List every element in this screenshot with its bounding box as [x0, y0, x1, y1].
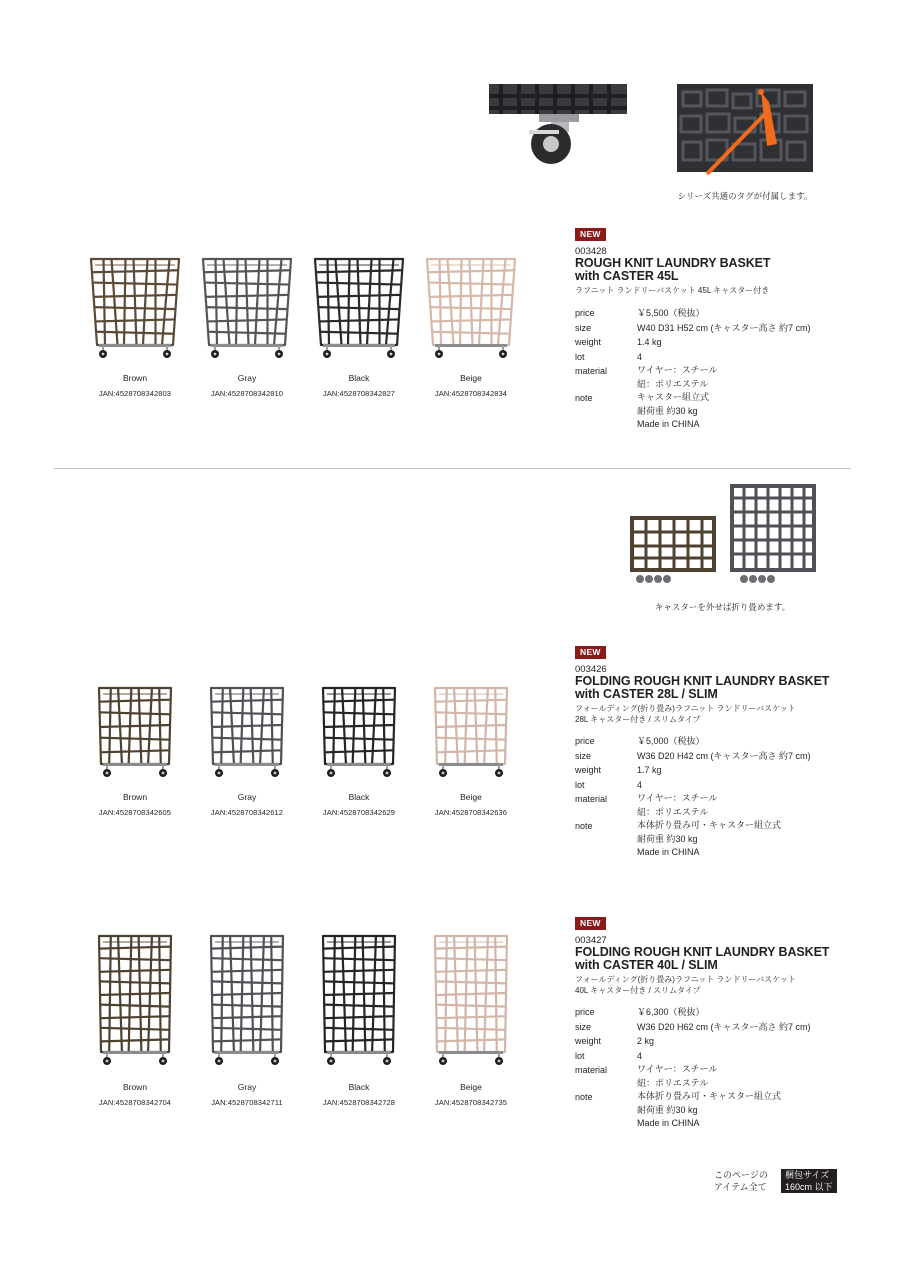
spec-price	[575, 1005, 845, 1020]
material-line: ワイヤー：スチール	[637, 1064, 718, 1074]
spec-label: price	[575, 1007, 595, 1017]
spec-label: weight	[575, 765, 602, 775]
variant-brown	[79, 684, 191, 817]
spec-note	[575, 819, 845, 860]
spec-label: size	[575, 322, 592, 333]
product-title-jp: フォールディング(折り畳み)ラフニット ランドリーバスケット	[575, 704, 796, 713]
note-line: 本体折り畳み可・キャスター組立式	[637, 820, 782, 830]
spec-size	[575, 1020, 845, 1035]
spec-value: 4	[637, 1050, 643, 1061]
color-name: Beige	[460, 792, 482, 802]
spec-weight	[575, 335, 845, 350]
folded-brown-photo	[630, 514, 718, 586]
product-1-info	[575, 224, 845, 432]
product-title-sub: with CASTER 45L	[575, 269, 679, 283]
spec-label: note	[575, 393, 593, 403]
spec-material	[575, 1063, 845, 1090]
spec-value	[637, 364, 845, 391]
jan-code: JAN:4528708342711	[211, 1098, 283, 1107]
jan-code: JAN:4528708342704	[98, 1098, 172, 1107]
jan-code: JAN:4528708342810	[210, 389, 284, 398]
spec-lot	[575, 778, 845, 793]
note-line: Made in CHINA	[637, 1118, 700, 1128]
package-size-line: 梱包サイズ	[785, 1170, 830, 1180]
product-code: 003426	[575, 664, 607, 675]
spec-label: note	[575, 821, 593, 831]
tag-caption: シリーズ共通のタグが付属します。	[677, 191, 813, 201]
spec-label: material	[575, 366, 608, 376]
spec-price	[575, 734, 845, 749]
spec-label: lot	[575, 1050, 585, 1061]
color-name: Gray	[237, 1082, 257, 1092]
spec-value	[637, 1090, 845, 1131]
product-title-sub: with CASTER 40L / SLIM	[575, 958, 718, 972]
folded-gray-photo	[730, 484, 816, 586]
product-code: 003427	[575, 935, 607, 946]
variant-gray	[191, 255, 303, 398]
color-name: Black	[348, 373, 370, 383]
basket-image	[209, 684, 285, 778]
spec-lot	[575, 1049, 845, 1064]
color-name: Brown	[122, 792, 148, 802]
spec-weight	[575, 763, 845, 778]
material-line: 紐：ポリエステル	[637, 1077, 709, 1088]
spec-material	[575, 792, 845, 819]
note-line: 耐荷重 約30 kg	[637, 833, 698, 844]
basket-image	[425, 255, 517, 359]
product-title-jp-2: 40L キャスター付き / スリムタイプ	[575, 986, 701, 995]
spec-table	[575, 306, 845, 432]
new-badge: NEW	[575, 646, 606, 659]
color-name: Black	[348, 792, 370, 802]
spec-material	[575, 364, 845, 391]
fold-caption: キャスターを外せば折り畳めます。	[654, 602, 791, 612]
footer-note	[714, 1170, 768, 1193]
basket-image	[97, 684, 173, 778]
product-2-info	[575, 642, 845, 860]
spec-size	[575, 749, 845, 764]
spec-price	[575, 306, 845, 321]
jan-code: JAN:4528708342803	[98, 389, 172, 398]
color-name: Black	[348, 1082, 370, 1092]
jan-code: JAN:4528708342728	[322, 1098, 396, 1107]
basket-image	[201, 255, 293, 359]
material-line: 紐：ポリエステル	[637, 806, 709, 817]
spec-value: ￥5,000（税抜）	[637, 736, 705, 746]
product-title-jp: ラフニット ランドリーバスケット 45L キャスター付き	[575, 286, 770, 295]
basket-image	[433, 684, 509, 778]
spec-value	[637, 792, 845, 819]
variant-gray	[191, 684, 303, 817]
material-line: ワイヤー：スチール	[637, 793, 718, 803]
spec-label: material	[575, 1065, 608, 1075]
variant-gray	[191, 932, 303, 1107]
variant-black	[303, 932, 415, 1107]
spec-value: ￥5,500（税抜）	[637, 308, 705, 318]
color-name: Gray	[237, 792, 257, 802]
jan-code: JAN:4528708342834	[434, 389, 508, 398]
jan-code: JAN:4528708342629	[322, 808, 396, 817]
basket-image	[321, 684, 397, 778]
tag-detail-photo	[677, 84, 813, 176]
spec-label: price	[575, 308, 595, 318]
spec-value: 1.4 kg	[637, 337, 662, 347]
note-line: 耐荷重 約30 kg	[637, 1104, 698, 1115]
color-name: Brown	[122, 373, 148, 383]
spec-label: size	[575, 1021, 592, 1032]
note-line: 耐荷重 約30 kg	[637, 405, 698, 416]
spec-value: 4	[637, 351, 643, 362]
spec-label: material	[575, 794, 608, 804]
basket-image	[209, 932, 285, 1066]
basket-image	[321, 932, 397, 1066]
spec-value: 4	[637, 779, 643, 790]
spec-note	[575, 1090, 845, 1131]
variant-beige	[415, 255, 527, 398]
spec-table	[575, 1005, 845, 1131]
caster-detail-photo	[489, 84, 629, 170]
variant-beige	[415, 684, 527, 817]
variant-black	[303, 684, 415, 817]
footer-note-line: アイテム全て	[714, 1181, 767, 1192]
material-line: ワイヤー：スチール	[637, 365, 718, 375]
basket-image	[433, 932, 509, 1066]
spec-value: 2 kg	[637, 1036, 655, 1046]
spec-label: size	[575, 750, 592, 761]
product-title: ROUGH KNIT LAUNDRY BASKET	[575, 256, 771, 270]
note-line: キャスター組立式	[637, 392, 710, 402]
spec-value: ￥6,300（税抜）	[637, 1007, 705, 1017]
package-size-line: 160cm 以下	[785, 1182, 833, 1192]
spec-table	[575, 734, 845, 860]
spec-label: lot	[575, 779, 585, 790]
spec-value	[637, 819, 845, 860]
product-title-sub: with CASTER 28L / SLIM	[575, 687, 718, 701]
product-3-info	[575, 913, 845, 1131]
spec-value: W36 D20 H42 cm (キャスター高さ 約7 cm)	[637, 750, 811, 761]
color-name: Beige	[460, 373, 482, 383]
spec-label: weight	[575, 1036, 602, 1046]
jan-code: JAN:4528708342827	[322, 389, 396, 398]
jan-code: JAN:4528708342612	[210, 808, 284, 817]
spec-size	[575, 321, 845, 336]
product-title-jp-2: 28L キャスター付き / スリムタイプ	[575, 715, 701, 724]
variant-beige	[415, 932, 527, 1107]
basket-image	[313, 255, 405, 359]
spec-value: W40 D31 H52 cm (キャスター高さ 約7 cm)	[637, 322, 811, 333]
spec-lot	[575, 350, 845, 365]
material-line: 紐：ポリエステル	[637, 378, 709, 389]
note-line: 本体折り畳み可・キャスター組立式	[637, 1091, 782, 1101]
product-title-jp: フォールディング(折り畳み)ラフニット ランドリーバスケット	[575, 975, 796, 984]
basket-image	[89, 255, 181, 359]
spec-label: weight	[575, 337, 602, 347]
footer-note-line: このページの	[714, 1170, 768, 1180]
jan-code: JAN:4528708342735	[434, 1098, 508, 1107]
color-name: Brown	[122, 1082, 148, 1092]
package-size-box	[781, 1169, 837, 1193]
color-name: Beige	[460, 1082, 482, 1092]
note-line: Made in CHINA	[637, 419, 700, 429]
spec-note	[575, 391, 845, 432]
note-line: Made in CHINA	[637, 847, 700, 857]
jan-code: JAN:4528708342636	[434, 808, 508, 817]
spec-label: price	[575, 736, 595, 746]
section-divider	[54, 468, 851, 469]
product-title: FOLDING ROUGH KNIT LAUNDRY BASKET	[575, 945, 830, 959]
spec-value	[637, 391, 845, 432]
spec-label: lot	[575, 351, 585, 362]
spec-value: W36 D20 H62 cm (キャスター高さ 約7 cm)	[637, 1021, 811, 1032]
variant-brown	[79, 932, 191, 1107]
spec-value	[637, 1063, 845, 1090]
spec-label: note	[575, 1092, 593, 1102]
jan-code: JAN:4528708342605	[98, 808, 172, 817]
new-badge: NEW	[575, 917, 606, 930]
product-code: 003428	[575, 246, 607, 257]
spec-value: 1.7 kg	[637, 765, 662, 775]
product-title: FOLDING ROUGH KNIT LAUNDRY BASKET	[575, 674, 830, 688]
color-name: Gray	[237, 373, 257, 383]
variant-black	[303, 255, 415, 398]
variant-brown	[79, 255, 191, 398]
basket-image	[97, 932, 173, 1066]
spec-weight	[575, 1034, 845, 1049]
new-badge: NEW	[575, 228, 606, 241]
